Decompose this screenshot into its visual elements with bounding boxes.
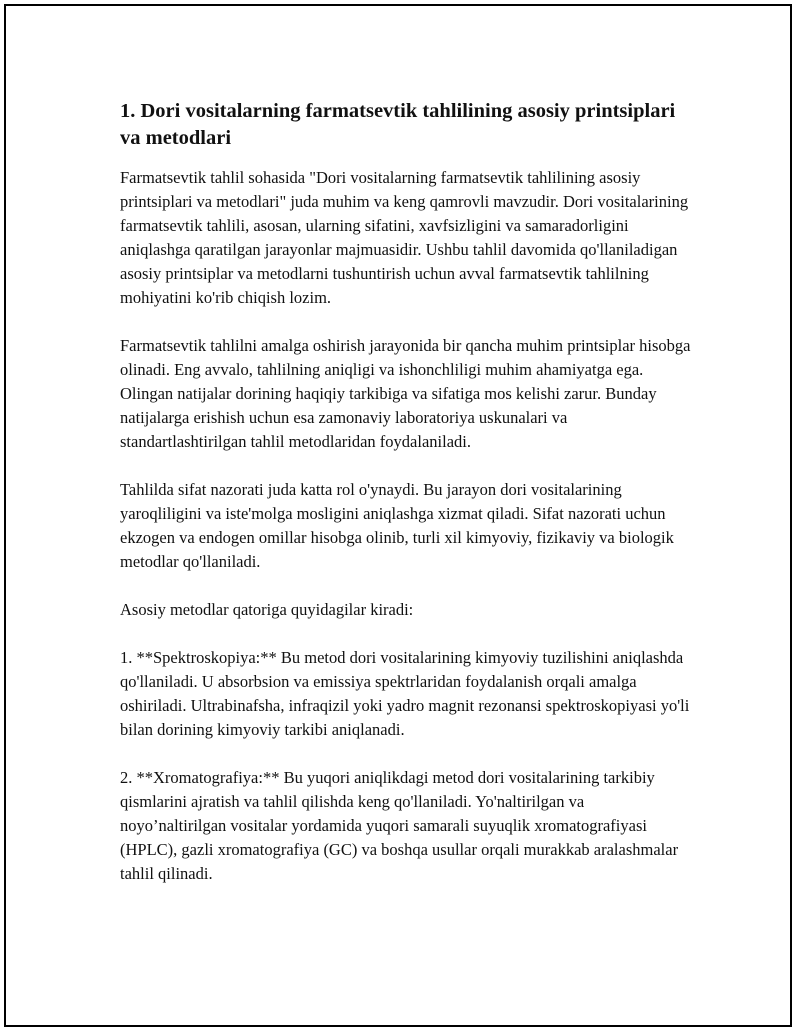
paragraph-methods-intro: Asosiy metodlar qatoriga quyidagilar kiradi: (120, 600, 414, 619)
document-content (120, 98, 692, 910)
paragraph-spectroscopy: 1. **Spektroskopiya:** Bu metod dori vositalarining kimyoviy tuzilishini aniqlashda qo'llaniladi. U absorbsion va emissiya spektrlaridan foydalanish orqali amalga oshiriladi. Ultrabinafsha, infraqizil yoki yadro magnit rezonansi spektroskopiyasi yo'li bilan dorining kimyoviy tarkibi aniqlanadi. (120, 648, 690, 739)
document-title: 1. Dori vositalarning farmatsevtik tahlilining asosiy printsiplari va metodlari (120, 100, 676, 149)
paragraph-quality-control: Tahlilda sifat nazorati juda katta rol o'ynaydi. Bu jarayon dori vositalarining yaroqliligini va iste'molga mosligini aniqlashga xizmat qiladi. Sifat nazorati uchun ekzogen va endogen omillar hisobga olinib, turli xil kimyoviy, fizikaviy va biologik metodlar qo'llaniladi. (120, 480, 674, 571)
paragraph-chromatography: 2. **Xromatografiya:** Bu yuqori aniqlikdagi metod dori vositalarining tarkibiy qismlarini ajratish va tahlil qilishda keng qo'llaniladi. Yo'naltirilgan va noyo’naltirilgan vositalar yordamida yuqori samarali suyuqlik xromatografiyasi (HPLC), gazli xromatografiya (GC) va boshqa usullar orqali murakkab aralashmalar tahlil qilinadi. (120, 768, 679, 883)
paragraph-principles: Farmatsevtik tahlilni amalga oshirish jarayonida bir qancha muhim printsiplar hisobga olinadi. Eng avvalo, tahlilning aniqligi va ishonchliligi muhim ahamiyatga ega. Olingan natijalar dorining haqiqiy tarkibiga va sifatiga mos kelishi zarur. Bunday natijalarga erishish uchun esa zamonaviy laboratoriya uskunalari va standartlashtirilgan tahlil metodlaridan foydalaniladi. (120, 336, 691, 451)
document-page (4, 4, 792, 1027)
paragraph-intro: Farmatsevtik tahlil sohasida "Dori vositalarning farmatsevtik tahlilining asosiy printsiplari va metodlari" juda muhim va keng qamrovli mavzudir. Dori vositalarining farmatsevtik tahlili, asosan, ularning sifatini, xavfsizligini va samaradorligini aniqlashga qaratilgan jarayonlar majmuasidir. Ushbu tahlil davomida qo'llaniladigan asosiy printsiplar va metodlarni tushuntirish uchun avval farmatsevtik tahlilning mohiyatini ko'rib chiqish lozim. (120, 168, 689, 307)
